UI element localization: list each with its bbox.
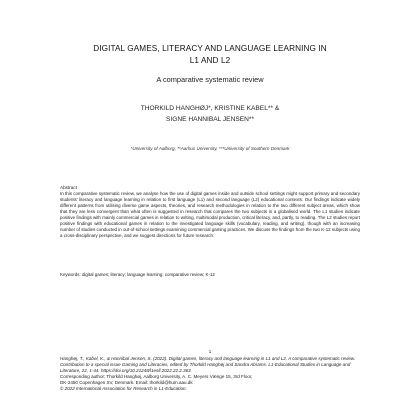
correspondence-line-2: DK-2450 Copenhagen SV, Denmark. Email: thorkild@hum.aau.dk <box>60 380 193 386</box>
abstract-heading: Abstract <box>60 185 77 190</box>
author-line-2: SIGNE HANNIBAL JENSEN** <box>165 116 255 123</box>
citation: Hanghøj, T., Kabel, K., & Hannibal Jensen, S. (2022). Digital games, literacy and language learning in L1 and L2. A comparative systematic review. Contribution to a special issue Gaming and Literacies, edited by Thorkild Hanghøj and Sandra Abrams. L1-Educational Studies in Language and Literature, 22, 1-44. https://doi.org/10.21248/l1esll.2022.22.2.363 <box>60 356 356 374</box>
author-line-1: THORKILD HANGHØJ*, KRISTINE KABEL** & <box>140 105 280 112</box>
author-list <box>60 103 360 125</box>
paper-title-line-1: DIGITAL GAMES, LITERACY AND LANGUAGE LEARNING IN <box>93 44 327 53</box>
correspondence-line-1: Corresponding author: Thorkild Hanghøj, Aalborg University, A. C. Meyers Vænge 15, 3rd Floor, <box>60 374 253 380</box>
affiliations: *University of Aalborg, **Aarhus University, ***University of Southern Denmark <box>130 146 290 151</box>
keywords: Keywords: digital games; literacy; language learning; comparative review; K-12 <box>60 272 215 277</box>
page-number: 1 <box>208 349 212 354</box>
paper-title-line-2: L1 AND L2 <box>189 56 231 65</box>
abstract-body: In this comparative systematic review, we analyse how the use of digital games inside and outside school settings might support primary and secondary students' literacy and language learning in relation to first language (L1) and second language (L2) educational contexts. Our findings indicate widely different patterns from utilising diverse game aspects, theories, and research methodologies in relation to the two different subject areas, which show that they are less convergent than what often is suggested in research that compares the two subjects in a globalised world. The L1 studies indicate positive findings with mainly commercial games in relation to writing, multimodal production, critical literacy, and, partly, to reading. The L2 studies report positive findings with educational games in relation to the investigated language skills (vocabulary, reading, and writing), though with an increasing number of studies conducted in out-of-school settings examining commercial gaming practices. We discuss the findings from the two K-12 subjects using a cross-disciplinary perspective, and we suggest directions for future research. <box>60 191 360 239</box>
copyright: © 2022 International Association for Research in L1-Education. <box>60 386 187 392</box>
paper-title <box>60 43 360 67</box>
footnote-block <box>60 356 360 393</box>
paper-subtitle: A comparative systematic review <box>156 75 264 84</box>
